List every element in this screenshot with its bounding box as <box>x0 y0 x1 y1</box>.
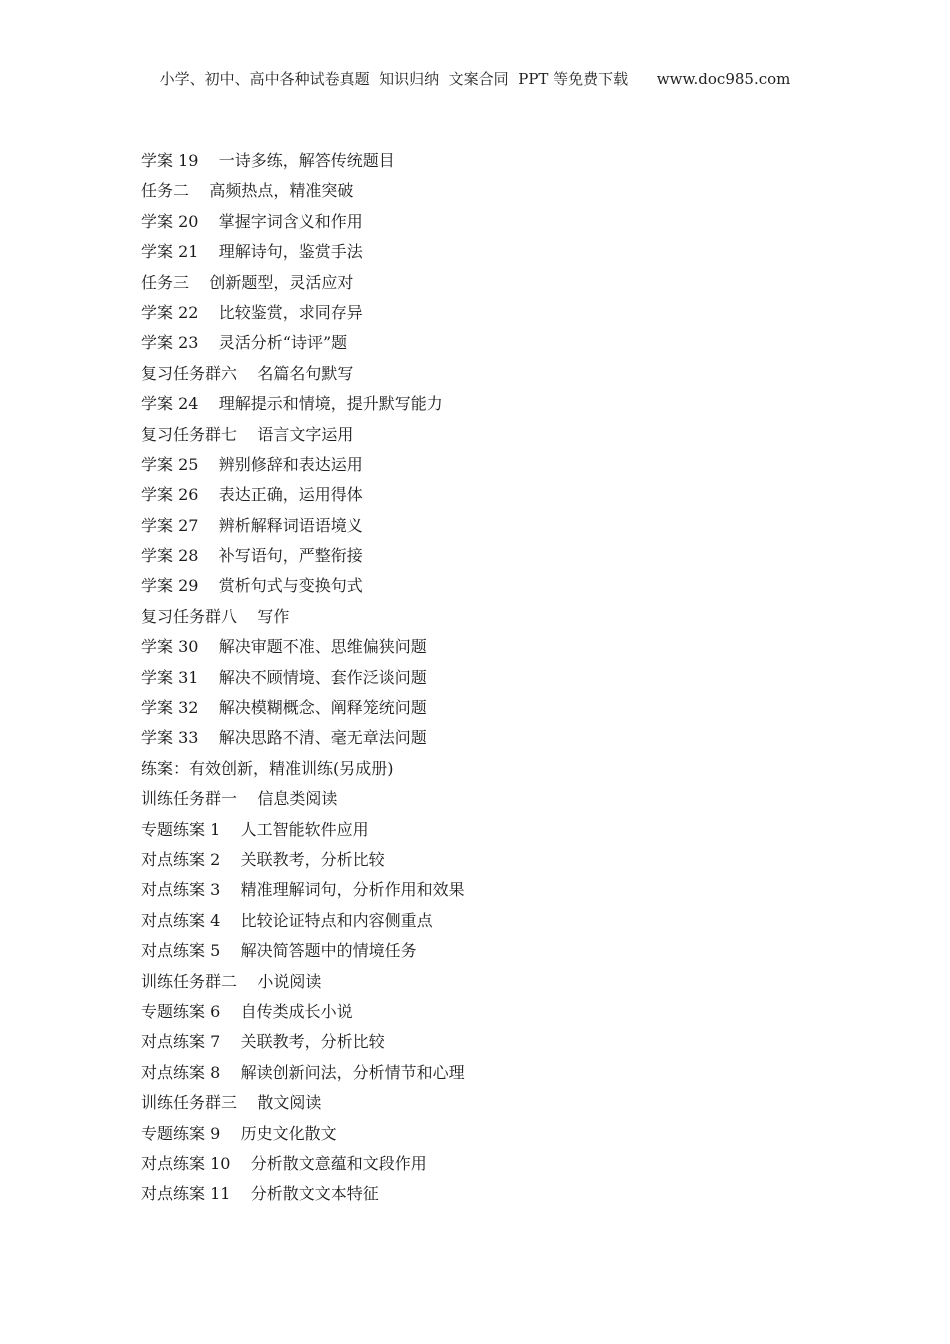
toc-entry: 学案 22 比较鉴赏，求同存异 <box>141 302 363 322</box>
toc-entry: 练案：有效创新，精准训练(另成册) <box>141 758 394 778</box>
toc-entry: 复习任务群八 写作 <box>141 606 290 626</box>
toc-entry: 任务二 高频热点，精准突破 <box>141 181 354 201</box>
page-header: 小学、初中、高中各种试卷真题 知识归纳 文案合同 PPT 等免费下载 www.doc985.com <box>159 70 791 88</box>
toc-entry: 学案 28 补写语句，严整衔接 <box>141 546 363 566</box>
toc-entry: 学案 30 解决审题不准、思维偏狭问题 <box>141 637 427 657</box>
toc-entry: 专题练案 9 历史文化散文 <box>141 1123 337 1143</box>
toc-entry: 学案 29 赏析句式与变换句式 <box>141 576 363 596</box>
toc-entry: 学案 26 表达正确，运用得体 <box>141 485 363 505</box>
toc-entry: 对点练案 7 关联教考，分析比较 <box>141 1032 385 1052</box>
toc-entry: 学案 21 理解诗句，鉴赏手法 <box>141 242 363 262</box>
toc-entry: 对点练案 4 比较论证特点和内容侧重点 <box>141 910 433 930</box>
toc-entry: 任务三 创新题型，灵活应对 <box>141 272 354 292</box>
toc-entry: 专题练案 1 人工智能软件应用 <box>141 819 369 839</box>
toc-entry: 学案 24 理解提示和情境，提升默写能力 <box>141 394 443 414</box>
toc-entry: 对点练案 11 分析散文文本特征 <box>141 1184 379 1204</box>
toc-entry: 学案 32 解决模糊概念、阐释笼统问题 <box>141 698 427 718</box>
toc-entry: 专题练案 6 自传类成长小说 <box>141 1001 353 1021</box>
toc-entry: 学案 33 解决思路不清、毫无章法问题 <box>141 728 427 748</box>
toc-entry: 复习任务群七 语言文字运用 <box>141 424 354 444</box>
toc-entry: 复习任务群六 名篇名句默写 <box>141 363 354 383</box>
toc-entry: 对点练案 10 分析散文意蕴和文段作用 <box>141 1153 427 1173</box>
toc-entry: 学案 20 掌握字词含义和作用 <box>141 211 363 231</box>
toc-entry: 学案 31 解决不顾情境、套作泛谈问题 <box>141 667 427 687</box>
toc-entry: 训练任务群二 小说阅读 <box>141 971 322 991</box>
toc-entry: 对点练案 3 精准理解词句，分析作用和效果 <box>141 880 465 900</box>
toc-entry: 对点练案 5 解决简答题中的情境任务 <box>141 941 417 961</box>
toc-entry: 学案 23 灵活分析“诗评”题 <box>141 333 348 353</box>
toc-entry: 学案 25 辨别修辞和表达运用 <box>141 454 363 474</box>
toc-entry: 训练任务群一 信息类阅读 <box>141 789 338 809</box>
toc-entry: 对点练案 2 关联教考，分析比较 <box>141 849 385 869</box>
table-of-contents <box>141 146 465 1210</box>
toc-entry: 对点练案 8 解读创新问法，分析情节和心理 <box>141 1062 465 1082</box>
toc-entry: 训练任务群三 散文阅读 <box>141 1093 322 1113</box>
toc-entry: 学案 19 一诗多练，解答传统题目 <box>141 151 395 170</box>
toc-entry: 学案 27 辨析解释词语语境义 <box>141 515 363 535</box>
